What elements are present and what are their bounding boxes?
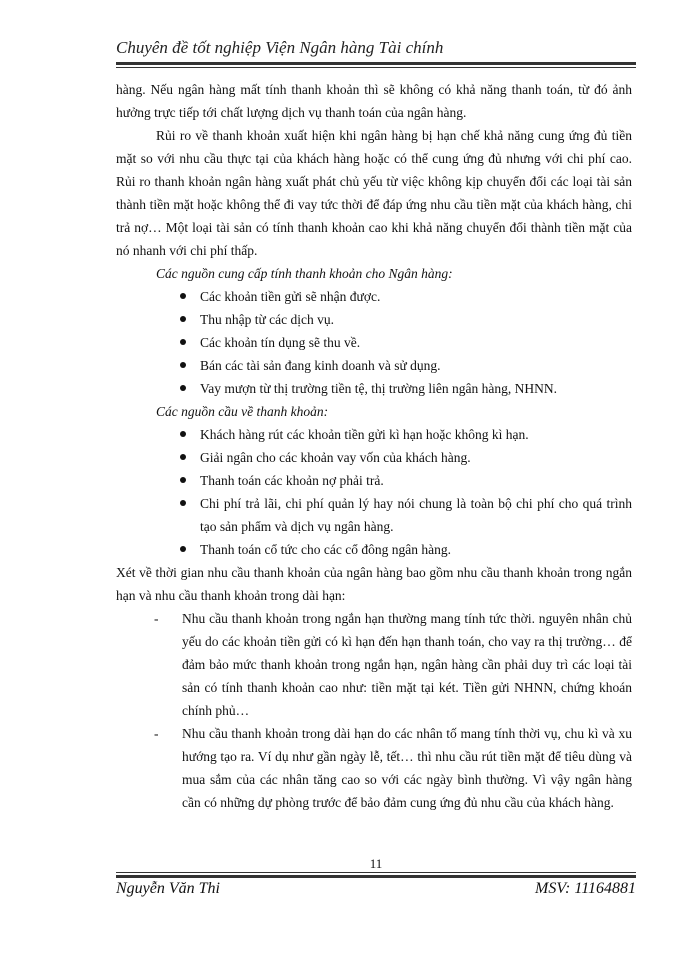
paragraph: Rủi ro về thanh khoản xuất hiện khi ngân hàng bị hạn chế khả năng cung ứng đủ tiền mặt so với nhu cầu thực tại của khách hàng hoặc có thể cung ứng đủ nhưng với chi phí cao. Rủi ro thanh khoản ngân hàng xuất phát chủ yếu từ việc không kịp chuyển đổi các loại tài sản thành tiền mặt hoặc không thể đi vay tức thời để đáp ứng nhu cầu tiền mặt của khách hàng, chi trả nợ… Một loại tài sản có tính thanh khoản cao khi khả năng chuyển đổi thành tiền mặt của nó nhanh với chi phí thấp. [116, 128, 632, 258]
header-rule [116, 62, 636, 65]
list-item: Thanh toán cổ tức cho các cổ đông ngân hàng. [180, 538, 632, 561]
list-item: Chi phí trả lãi, chi phí quản lý hay nói chung là toàn bộ chi phí cho quá trình tạo sản phẩm và dịch vụ ngân hàng. [180, 492, 632, 538]
section-heading: Các nguồn cầu về thanh khoản: [156, 404, 329, 419]
liquidity-term-list [116, 607, 632, 814]
list-item: Các khoản tín dụng sẽ thu về. [180, 331, 632, 354]
list-item: - Nhu cầu thanh khoản trong ngắn hạn thường mang tính tức thời. nguyên nhân chủ yếu do các khoản tiền gửi có kì hạn đến hạn thanh toán, cho vay ra thị trường… để đảm bảo mức thanh khoản trong ngắn hạn, ngân hàng cần phải duy trì các loại tài sản có tính thanh khoản cao như: tiền mặt tại két. Tiền gửi NHNN, chứng khoán chính phủ… [154, 607, 632, 722]
list-item: Thanh toán các khoản nợ phải trả. [180, 469, 632, 492]
list-item: Bán các tài sản đang kinh doanh và sử dụng. [180, 354, 632, 377]
body-text [116, 78, 632, 814]
list-item: Khách hàng rút các khoản tiền gửi kì hạn hoặc không kì hạn. [180, 423, 632, 446]
footer-rule-thin [116, 872, 636, 873]
list-item: - Nhu cầu thanh khoản trong dài hạn do các nhân tố mang tính thời vụ, chu kì và xu hướng tạo ra. Ví dụ như gần ngày lễ, tết… thì nhu cầu rút tiền mặt để tiêu dùng và mua sắm của các nhân tăng cao so với các ngày bình thường. Vì vậy ngân hàng cần có những dự phòng trước để bảo đảm cung ứng đủ nhu cầu của khách hàng. [154, 722, 632, 814]
author-name: Nguyễn Văn Thi [116, 880, 220, 897]
demand-list [116, 423, 632, 561]
list-item: Các khoản tiền gửi sẽ nhận được. [180, 285, 632, 308]
header-rule-thin [116, 67, 636, 68]
supply-list [116, 285, 632, 400]
section-heading: Các nguồn cung cấp tính thanh khoản cho Ngân hàng: [156, 266, 453, 281]
list-item: Thu nhập từ các dịch vụ. [180, 308, 632, 331]
page-number: 11 [369, 856, 383, 871]
list-item: Giải ngân cho các khoản vay vốn của khách hàng. [180, 446, 632, 469]
footer-rule [116, 875, 636, 878]
paragraph: Xét về thời gian nhu cầu thanh khoản của ngân hàng bao gồm nhu cầu thanh khoản trong ngắn hạn và nhu cầu thanh khoản trong dài hạn: [116, 565, 632, 603]
running-header: Chuyên đề tốt nghiệp Viện Ngân hàng Tài chính [116, 38, 444, 57]
paragraph: hàng. Nếu ngân hàng mất tính thanh khoản thì sẽ không có khả năng thanh toán, từ đó ảnh hưởng trực tiếp tới chất lượng dịch vụ thanh toán của ngân hàng. [116, 82, 632, 120]
student-id: MSV: 11164881 [534, 880, 636, 897]
list-item: Vay mượn từ thị trường tiền tệ, thị trường liên ngân hàng, NHNN. [180, 377, 632, 400]
